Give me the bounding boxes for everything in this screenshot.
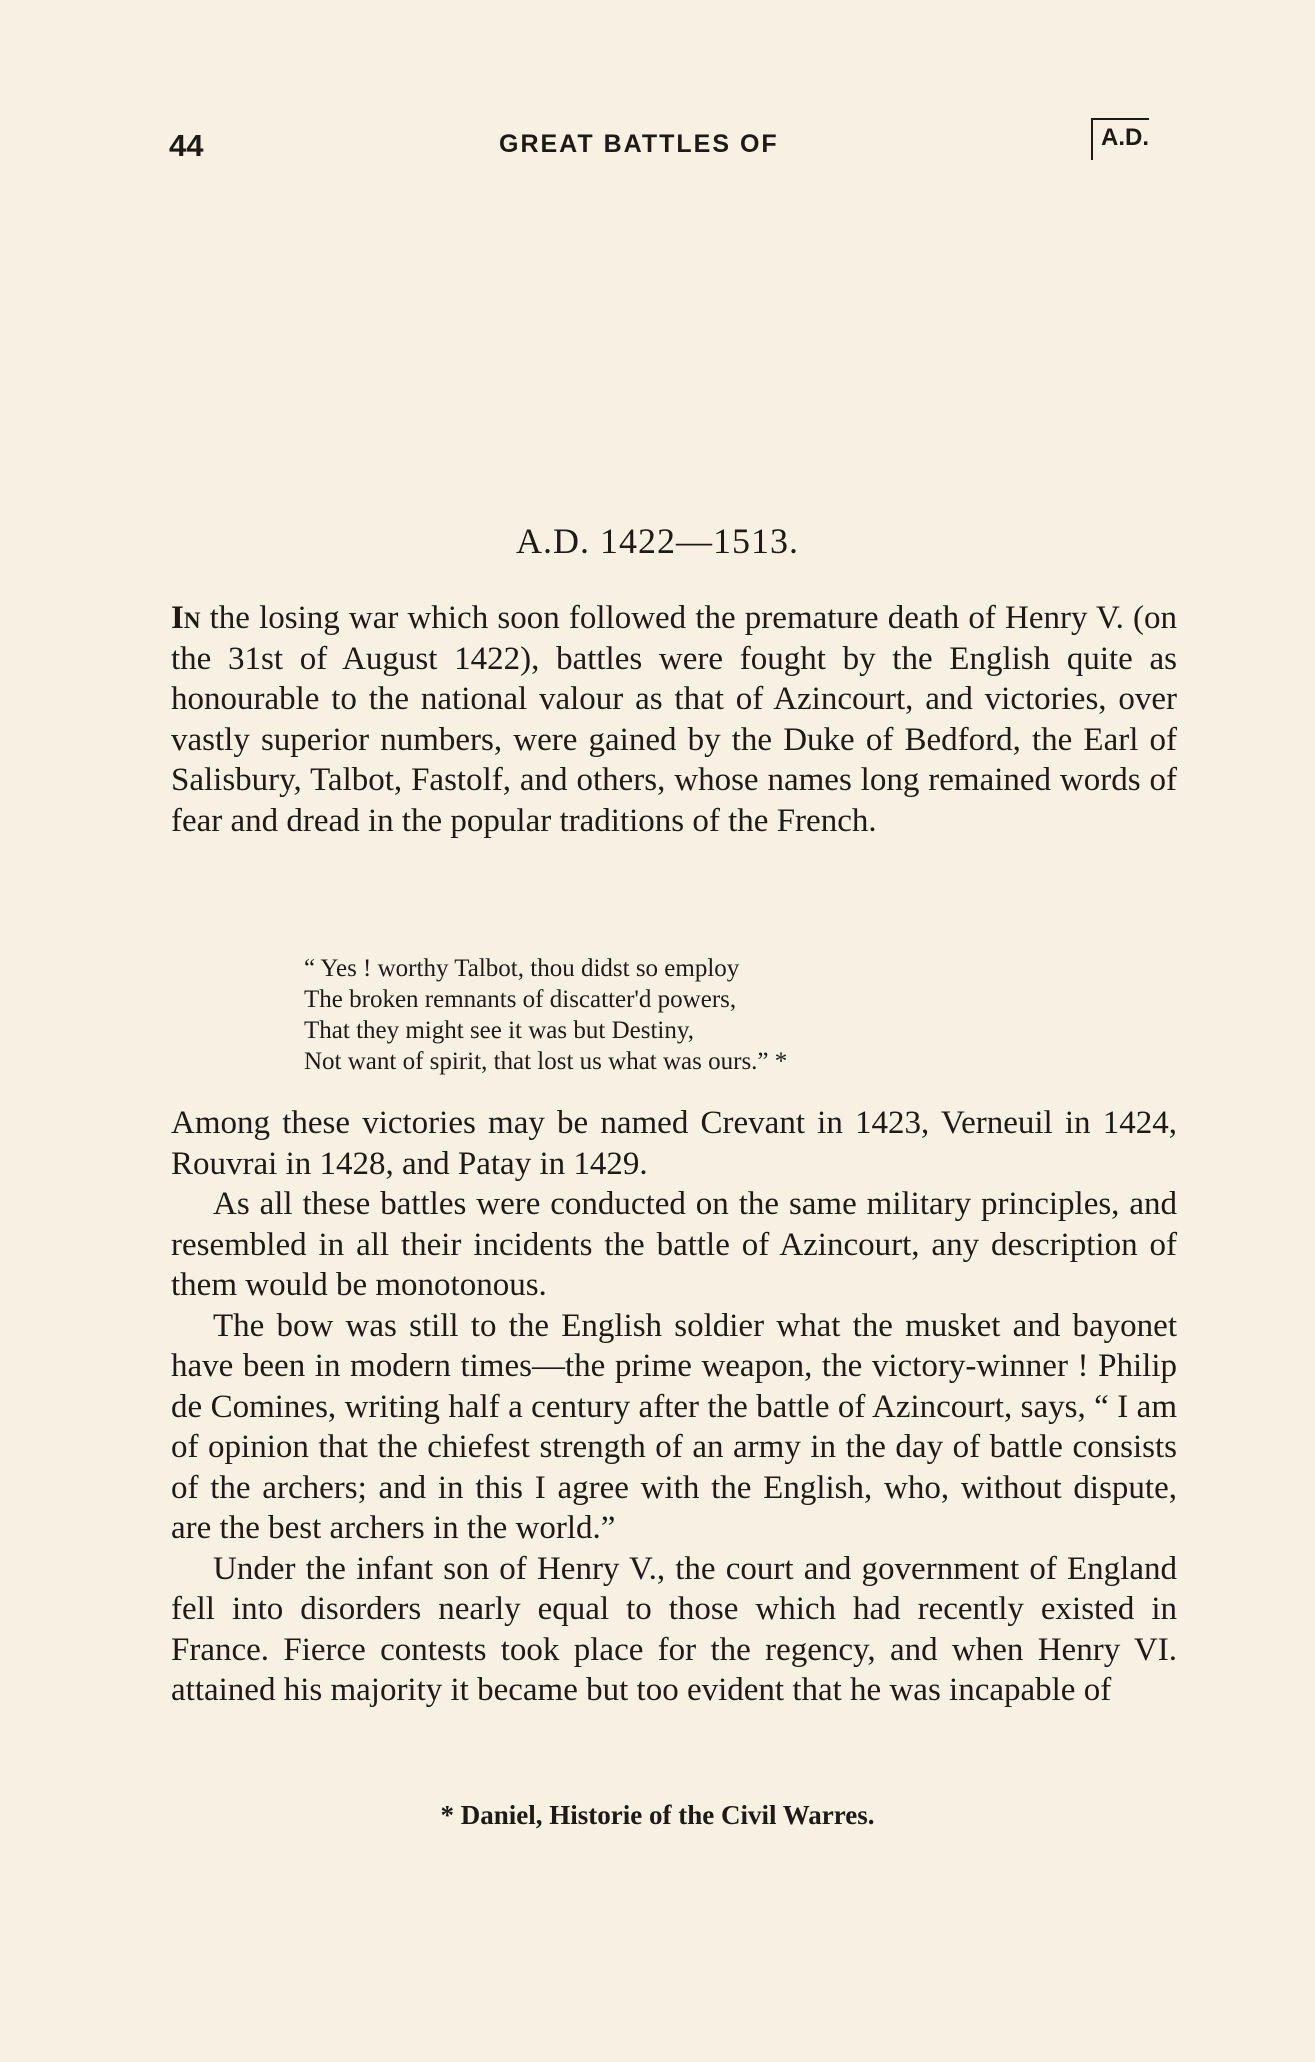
paragraph-victories: Among these victories may be named Crevant in 1423, Verneuil in 1424, Rouvrai in 1428, and Patay in 1429. bbox=[171, 1105, 1177, 1182]
running-head-title: GREAT BATTLES OF bbox=[499, 130, 779, 158]
paragraph-bow: The bow was still to the English soldier what the musket and bayonet have been in modern times—the prime weapon, the victory-winner ! Philip de Comines, writing half a century after the battle of Azincourt, says, “ I am of opinion that the chiefest strength of an army in the day of battle consists of the archers; and in this I agree with the English, who, without dispute, are the best archers in the world.” bbox=[171, 1307, 1177, 1546]
body-text bbox=[171, 1103, 1177, 1711]
verse-quotation bbox=[304, 953, 787, 1077]
paragraph-monotonous: As all these battles were conducted on the same military principles, and resembled in all their incidents the battle of Azincourt, any description of them would be monotonous. bbox=[171, 1186, 1177, 1303]
verse-line: That they might see it was but Destiny, bbox=[304, 1017, 694, 1044]
running-head-date: A.D. bbox=[1091, 118, 1149, 160]
page-number: 44 bbox=[169, 128, 204, 163]
opening-paragraph-block bbox=[171, 598, 1177, 841]
verse-line: Not want of spirit, that lost us what was ours.” * bbox=[304, 1048, 788, 1075]
verse-line: The broken remnants of discatter'd powers, bbox=[304, 986, 737, 1013]
section-heading: A.D. 1422—1513. bbox=[516, 521, 799, 561]
paragraph-infant-son: Under the infant son of Henry V., the court and government of England fell into disorders nearly equal to those which had recently existed in France. Fierce contests took place for the regency, and when Henry VI. attained his majority it became but too evident that he was incapable of bbox=[171, 1550, 1177, 1708]
opening-paragraph bbox=[171, 598, 1177, 841]
footnote: * Daniel, Historie of the Civil Warres. bbox=[440, 1800, 875, 1830]
running-header bbox=[169, 118, 1169, 178]
opening-paragraph-text: the losing war which soon followed the premature death of Henry V. (on the 31st of August 1422), battles were fought by the English quite as honourable to the national valour as that of Azincourt, and victories, over vastly superior numbers, were gained by the Duke of Bedford, the Earl of Salisbury, Talbot, Fastolf, and others, whose names long remained words of fear and dread in the popular traditions of the French. bbox=[171, 600, 1177, 839]
opening-first-word: In bbox=[171, 600, 201, 636]
verse-line: “ Yes ! worthy Talbot, thou didst so employ bbox=[304, 955, 740, 982]
